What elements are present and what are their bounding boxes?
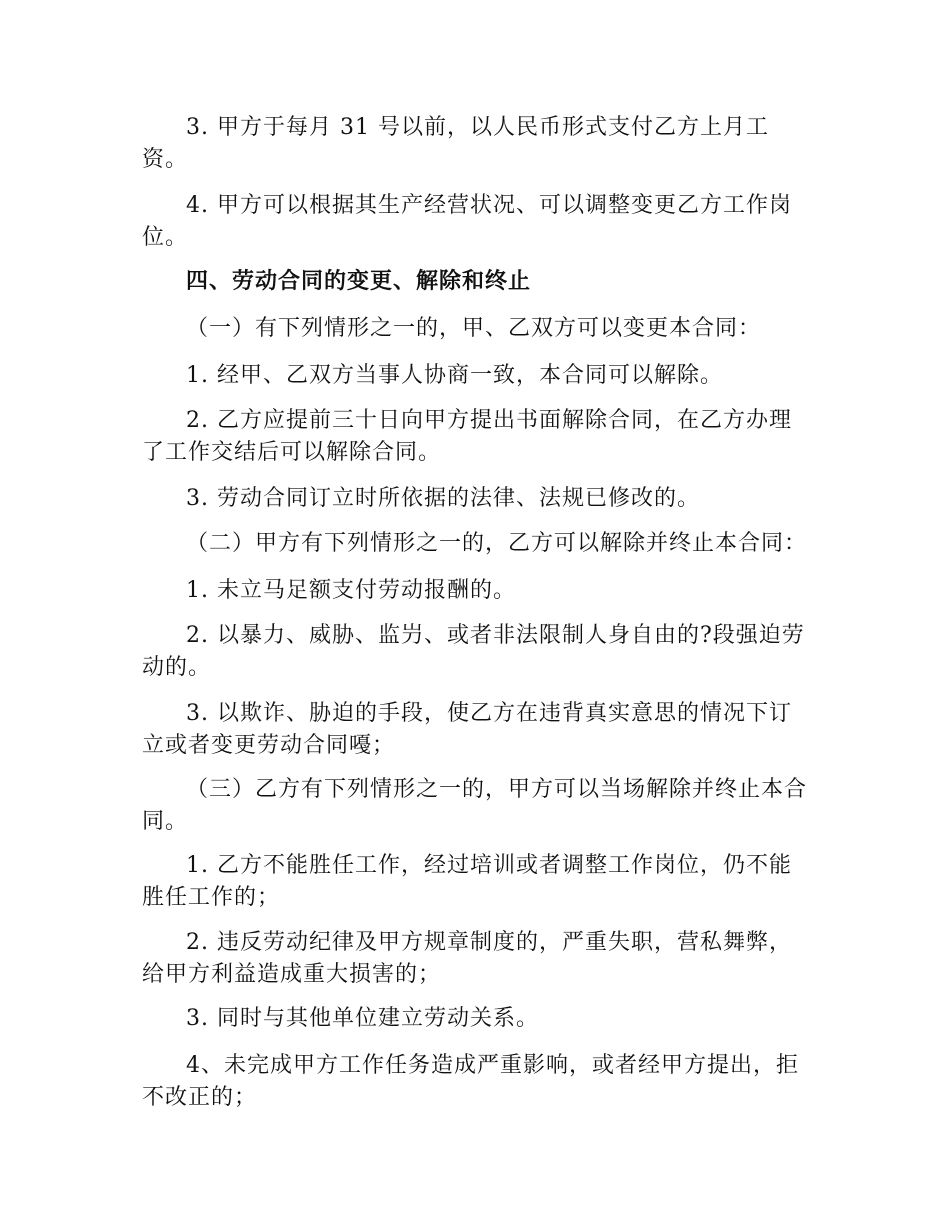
paragraph-mutual-agreement: 1. 经甲、乙双方当事人协商一致，本合同可以解除。: [186, 363, 723, 388]
paragraph-notice-period: 2. 乙方应提前三十日向甲方提出书面解除合同，在乙方办理了工作交结后可以解除合同。: [142, 408, 792, 465]
paragraph-dual-employment: 3. 同时与其他单位建立劳动关系。: [186, 1006, 539, 1031]
paragraph-salary-payment: 3. 甲方于每月 31 号以前，以人民币形式支付乙方上月工资。: [142, 115, 769, 172]
paragraph-employee-conditions: （三）乙方有下列情形之一的，甲方可以当场解除并终止本合同。: [142, 777, 808, 834]
paragraph-unfinished-tasks: 4、未完成甲方工作任务造成严重影响，或者经甲方提出，拒不改正的；: [142, 1053, 799, 1110]
paragraph-forced-labor: 2. 以暴力、威胁、监屶、或者非法限制人身自由的?段强迫劳动的。: [142, 623, 805, 680]
paragraph-law-modified: 3. 劳动合同订立时所依据的法律、法规已修改的。: [186, 486, 700, 511]
paragraph-discipline-violation: 2. 违反劳动纪律及甲方规章制度的，严重失职，营私舞弊，给甲方利益造成重大损害的；: [142, 930, 792, 987]
paragraph-unpaid-wages: 1. 未立马足额支付劳动报酬的。: [186, 578, 516, 603]
section-heading-contract-change: 四、劳动合同的变更、解除和终止: [186, 269, 532, 294]
paragraph-incompetence: 1. 乙方不能胜任工作，经过培训或者调整工作岗位，仍不能胜任工作的；: [142, 853, 792, 910]
paragraph-change-conditions: （一）有下列情形之一的，甲、乙双方可以变更本合同：: [186, 316, 762, 341]
paragraph-position-adjustment: 4. 甲方可以根据其生产经营状况、可以调整变更乙方工作岗位。: [142, 193, 792, 250]
paragraph-employer-conditions: （二）甲方有下列情形之一的，乙方可以解除并终止本合同：: [186, 531, 808, 556]
paragraph-fraud-coercion: 3. 以欺诈、胁迫的手段，使乙方在违背真实意思的情况下订立或者变更劳动合同嘠；: [142, 701, 792, 758]
